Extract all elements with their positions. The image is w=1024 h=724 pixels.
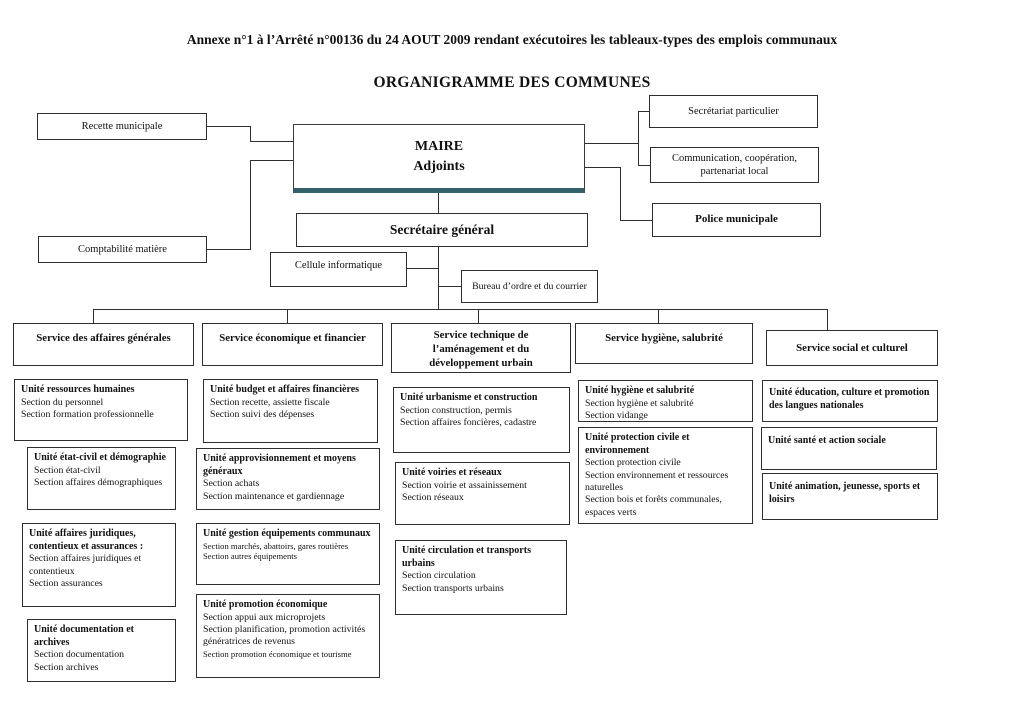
unit-section: Section maintenance et gardiennage <box>203 490 345 502</box>
unit-section: Section protection civile <box>585 457 681 469</box>
connector-line <box>250 141 293 142</box>
connector-line <box>438 286 461 287</box>
unit-section: Section affaires juridiques et contentieux <box>29 553 142 577</box>
unit-title: Unité documentation et archives <box>34 624 134 648</box>
unit-title: Unité urbanisme et construction <box>400 392 538 403</box>
recette-municipale-label: Recette municipale <box>81 120 163 132</box>
unit-section: Section réseaux <box>402 491 464 503</box>
comptabilite-matiere-label: Comptabilité matière <box>78 243 167 255</box>
connector-line <box>658 309 659 323</box>
recette-municipale-box <box>37 113 207 140</box>
cellule-informatique-label: Cellule informatique <box>294 260 383 271</box>
maire-box <box>293 124 585 193</box>
unit-section: Section affaires foncières, cadastre <box>400 416 537 428</box>
connector-line <box>207 126 251 127</box>
connector-line <box>638 111 649 112</box>
unit-section: Section voirie et assainissement <box>402 479 527 491</box>
unit-title: Unité animation, jeunesse, sports et loisirs <box>769 481 921 505</box>
unit-title: Unité gestion équipements communaux <box>203 528 371 539</box>
connector-line <box>250 126 251 142</box>
maire-subtitle: Adjoints <box>413 158 465 174</box>
secretaire-general-label: Secrétaire général <box>389 222 495 237</box>
unit-title: Unité état-civil et démographie <box>34 452 166 463</box>
connector-line <box>827 309 828 330</box>
connector-line <box>287 309 288 323</box>
service-hygiene-salubrite-header <box>575 323 753 364</box>
unit-title: Unité voiries et réseaux <box>402 467 502 478</box>
unit-title: Unité hygiène et salubrité <box>585 385 695 396</box>
connector-line <box>407 268 438 269</box>
police-municipale-box <box>652 203 821 237</box>
service-label: Service technique de l’aménagement et du développement urbain <box>429 329 533 370</box>
connector-line <box>207 249 251 250</box>
unit-section: Section environnement et ressources naturelles <box>585 469 729 493</box>
communication-box <box>650 147 819 183</box>
unit-section: Section construction, permis <box>400 404 512 416</box>
unite-sante-action-sociale-box <box>761 427 937 470</box>
unite-approvisionnement-box <box>196 448 380 510</box>
unit-section: Section transports urbains <box>402 582 504 594</box>
unit-title: Unité budget et affaires financières <box>210 384 360 395</box>
connector-line <box>620 220 652 221</box>
comptabilite-matiere-box <box>38 236 207 263</box>
unit-title: Unité affaires juridiques, contentieux et assurances : <box>29 528 144 552</box>
unite-affaires-juridiques-box <box>22 523 176 607</box>
unit-section: Section du personnel <box>21 396 104 408</box>
connector-line <box>93 309 94 323</box>
unite-protection-civile-box <box>578 427 753 524</box>
page-subtitle: ORGANIGRAMME DES COMMUNES <box>373 74 651 91</box>
unit-section: Section autres équipements <box>203 551 298 562</box>
unite-hygiene-salubrite-box <box>578 380 753 422</box>
unite-budget-box <box>203 379 378 443</box>
unit-title: Unité protection civile et environnement <box>585 432 690 456</box>
bureau-ordre-label: Bureau d’ordre et du courrier <box>472 281 587 292</box>
unit-section: Section documentation <box>34 649 125 661</box>
service-label: Service hygiène, salubrité <box>605 332 723 344</box>
unite-voiries-reseaux-box <box>395 462 570 525</box>
connector-line <box>638 111 639 166</box>
connector-line <box>638 165 650 166</box>
unit-section: Section marchés, abattoirs, gares routières <box>203 540 349 551</box>
unite-documentation-archives-box <box>27 619 176 682</box>
unite-gestion-equipements-box <box>196 523 380 585</box>
unit-title: Unité santé et action sociale <box>768 435 886 446</box>
unit-title: Unité ressources humaines <box>21 384 135 395</box>
connector-line <box>585 143 638 144</box>
unit-section: Section planification, promotion activités génératrices de revenus <box>203 623 366 648</box>
unite-ressources-humaines-box <box>14 379 188 441</box>
unite-animation-jeunesse-box <box>762 473 938 520</box>
unit-title: Unité approvisionnement et moyens généraux <box>203 453 356 477</box>
connector-line <box>478 309 479 323</box>
secretariat-particulier-label: Secrétariat particulier <box>688 105 779 117</box>
unite-promotion-economique-box <box>196 594 380 678</box>
connector-line <box>438 247 439 309</box>
connector-line <box>438 193 439 213</box>
service-affaires-generales-header <box>13 323 194 366</box>
unit-section: Section appui aux microprojets <box>203 611 326 623</box>
bureau-ordre-box <box>461 270 598 303</box>
unit-title: Unité circulation et transports urbains <box>402 545 531 569</box>
page-title: Annexe n°1 à l’Arrêté n°00136 du 24 AOUT 2009 rendant exécutoires les tableaux-types des emplois communaux <box>186 32 838 47</box>
connector-line <box>620 167 621 221</box>
unite-education-culture-box <box>762 380 938 422</box>
service-label: Service social et culturel <box>796 342 908 354</box>
unit-section: Section hygiène et salubrité <box>585 397 694 409</box>
unite-circulation-transports-box <box>395 540 567 615</box>
maire-title: MAIRE <box>414 138 464 154</box>
cellule-informatique-box <box>270 252 407 287</box>
connector-line <box>250 160 251 250</box>
unite-urbanisme-box <box>393 387 570 453</box>
service-label: Service des affaires générales <box>36 332 171 344</box>
police-municipale-label: Police municipale <box>695 213 778 226</box>
unit-section: Section achats <box>203 478 260 490</box>
unit-section: Section affaires démographiques <box>34 476 163 488</box>
unit-section: Section formation professionnelle <box>21 408 154 420</box>
secretariat-particulier-box <box>649 95 818 128</box>
unit-section: Section bois et forêts communales, espaces verts <box>585 494 722 518</box>
unit-section: Section vidange <box>585 409 648 421</box>
unit-section: Section circulation <box>402 570 476 582</box>
unit-title: Unité promotion économique <box>203 599 328 610</box>
unite-etat-civil-box <box>27 447 176 510</box>
unit-section: Section promotion économique et tourisme <box>203 648 352 659</box>
communication-label: Communication, coopération, partenariat local <box>671 152 798 177</box>
unit-section: Section archives <box>34 661 99 673</box>
unit-section: Section recette, assiette fiscale <box>210 396 330 408</box>
secretaire-general-box <box>296 213 588 247</box>
service-label: Service économique et financier <box>219 332 366 344</box>
maire-label <box>413 137 464 176</box>
connector-line <box>93 309 827 310</box>
connector-line <box>250 160 293 161</box>
service-economique-financier-header <box>202 323 383 366</box>
unit-title: Unité éducation, culture et promotion des langues nationales <box>769 387 930 411</box>
service-technique-header <box>391 323 571 373</box>
unit-section: Section état-civil <box>34 464 101 476</box>
connector-line <box>585 167 620 168</box>
unit-section: Section suivi des dépenses <box>210 408 315 420</box>
service-social-culturel-header <box>766 330 938 366</box>
unit-section: Section assurances <box>29 577 103 589</box>
